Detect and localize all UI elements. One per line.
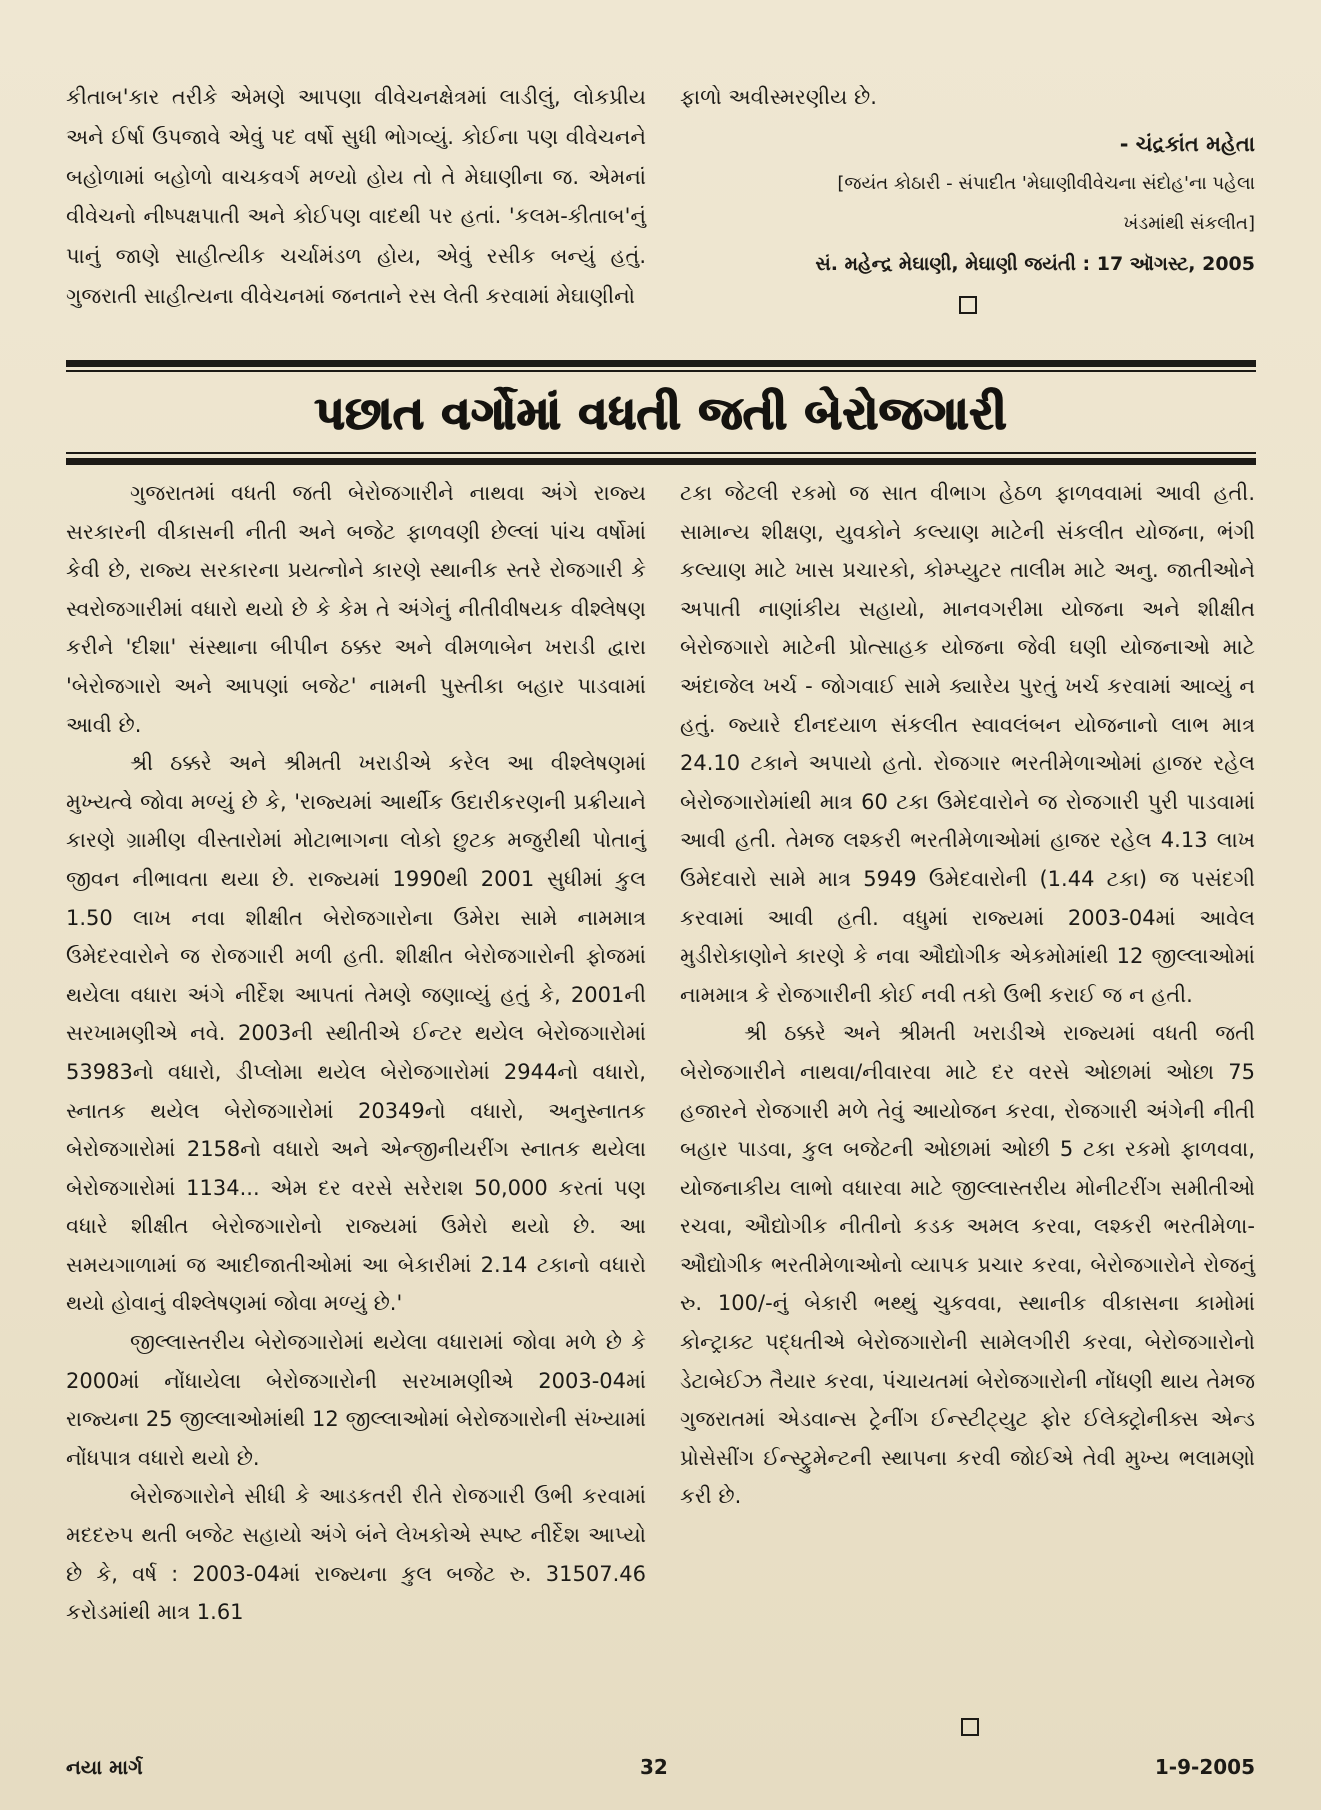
page-number: 32 (640, 1755, 668, 1779)
previous-article-right-column (680, 78, 1255, 314)
article-left-column (66, 474, 646, 1632)
editor-credit: સં. મહેન્દ્ર મેઘાણી, મેઘાણી જયંતી : 17 ઑગસ્ટ, 2005 (815, 252, 1255, 275)
article-paragraph: શ્રી ઠક્કરે અને શ્રીમતી ખરાડીએ રાજ્યમાં વધતી જતી બેરોજગારીને નાથવા/નીવારવા માટે દર વરસે ઓછામાં ઓછા 75 હજારને રોજગારી મળે તેવું આયોજન કરવા, રોજગારી અંગેની નીતી બહાર પાડવા, કુલ બજેટની ઓછામાં ઓછી 5 ટકા રકમો ફાળવવા, યોજનાકીય લાભો વધારવા માટે જીલ્લાસ્તરીય મોનીટરીંગ સમીતીઓ રચવા, ઔદ્યોગીક નીતીનો કડક અમલ કરવા, લશ્કરી ભરતીમેળા-ઔદ્યોગીક ભરતીમેળાઓનો વ્યાપક પ્રચાર કરવા, બેરોજગારોને રોજનું રુ. 100/-નું બેકારી ભથ્થું ચુકવવા, સ્થાનીક વીકાસના કામોમાં કોન્ટ્રાક્ટ પદ્ધતીએ બેરોજગારોની સામેલગીરી કરવા, બેરોજગારોનો ડેટાબેઈઝ તૈયાર કરવા, પંચાયતમાં બેરોજગારોની નોંધણી થાય તેમજ ગુજરાતમાં એડવાન્સ ટ્રેનીંગ ઈન્સ્ટીટ્યુટ ફોર ઈલેક્ટ્રોનીક્સ એન્ડ પ્રોસેસીંગ ઈન્સ્ટ્રુમેન્ટની સ્થાપના કરવી જોઈએ તેવી મુખ્ય ભલામણો કરી છે. (680, 1021, 1255, 1509)
article-right-column (680, 474, 1255, 1516)
author-credit: - ચંદ્રકાંત મહેતા (1119, 131, 1255, 156)
end-of-article-mark (961, 1718, 979, 1736)
previous-article-text: કીતાબ'કાર તરીકે એમણે આપણા વીવેચનક્ષેત્રમાં લાડીલું, લોકપ્રીય અને ઈર્ષા ઉપજાવે એવું પદ વર્ષો સુધી ભોગવ્યું. કોઈના પણ વીવેચનને બહોળામાં બહોળો વાચકવર્ગ મળ્યો હોય તો તે મેઘાણીના જ. એમનાં વીવેચનો નીષ્પક્ષપાતી અને કોઈપણ વાદથી પર હતાં. 'કલમ-કીતાબ'નું પાનું જાણે સાહીત્યીક ચર્ચામંડળ હોય, એવું રસીક બન્યું હતું. ગુજરાતી સાહીત્યના વીવેચનમાં જનતાને રસ લેતી કરવામાં મેઘાણીનો (66, 85, 646, 308)
source-citation: [જયંત કોઠારી - સંપાદીત 'મેઘાણીવીવેચના સંદોહ'ના પહેલા (837, 172, 1255, 194)
article-paragraph: શ્રી ઠક્કરે અને શ્રીમતી ખરાડીએ કરેલ આ વીશ્લેષણમાં મુખ્યત્વે જોવા મળ્યું છે કે, 'રાજ્યમાં આર્થીક ઉદારીકરણની પ્રક્રીયાને કારણે ગ્રામીણ વીસ્તારોમાં મોટાભાગના લોકો છુટક મજુરીથી પોતાનું જીવન નીભાવતા થયા છે. રાજ્યમાં 1990થી 2001 સુધીમાં કુલ 1.50 લાખ નવા શીક્ષીત બેરોજગારોના ઉમેરા સામે નામમાત્ર ઉમેદરવારોને જ રોજગારી મળી હતી. શીક્ષીત બેરોજગારોની ફોજમાં થયેલા વધારા અંગે નીર્દેશ આપતાં તેમણે જણાવ્યું હતું કે, 2001ની સરખામણીએ નવે. 2003ની સ્થીતીએ ઈન્ટર થયેલ બેરોજગારોમાં 53983નો વધારો, ડીપ્લોમા થયેલ બેરોજગારોમાં 2944નો વધારો, સ્નાતક થયેલ બેરોજગારોમાં 20349નો વધારો, અનુસ્નાતક બેરોજગારોમાં 2158નો વધારો અને એન્જીનીયરીંગ સ્નાતક થયેલા બેરોજગારોમાં 1134... એમ દર વરસે સરેરાશ 50,000 કરતાં પણ વધારે શીક્ષીત બેરોજગારોનો રાજ્યમાં ઉમેરો થયો છે. આ સમયગાળામાં જ આદીજાતીઓમાં આ બેકારીમાં 2.14 ટકાનો વધારો થયો હોવાનું વીશ્લેષણમાં જોવા મળ્યું છે.' (66, 751, 646, 1316)
previous-article-left-column (66, 78, 646, 317)
magazine-name: નયા માર્ગ (66, 1755, 143, 1779)
previous-article-ending: ફાળો અવીસ્મરણીય છે. (680, 85, 877, 109)
headline-rule-top (66, 360, 1256, 367)
headline-rule-bottom (66, 458, 1256, 465)
headline-rule-bottom-thin (66, 452, 1256, 454)
headline-rule-top-thin (66, 370, 1256, 372)
source-citation-continued: ખંડમાંથી સંકલીત] (1123, 212, 1255, 234)
article-paragraph: ગુજરાતમાં વધતી જતી બેરોજગારીને નાથવા અંગે રાજ્ય સરકારની વીકાસની નીતી અને બજેટ ફાળવણી છેલ્લાં પાંચ વર્ષોમાં કેવી છે, રાજ્ય સરકારના પ્રયત્નોને કારણે સ્થાનીક સ્તરે રોજગારી કે સ્વરોજગારીમાં વધારો થયો છે કે કેમ તે અંગેનું નીતીવીષયક વીશ્લેષણ કરીને 'દીશા' સંસ્થાના બીપીન ઠક્કર અને વીમળાબેન ખરાડી દ્વારા 'બેરોજગારો અને આપણાં બજેટ' નામની પુસ્તીકા બહાર પાડવામાં આવી છે. (66, 481, 646, 737)
issue-date: 1-9-2005 (1154, 1755, 1255, 1779)
article-paragraph: જીલ્લાસ્તરીય બેરોજગારોમાં થયેલા વધારામાં જોવા મળે છે કે 2000માં નોંધાયેલા બેરોજગારોની સરખામણીએ 2003-04માં રાજ્યના 25 જીલ્લાઓમાંથી 12 જીલ્લાઓમાં બેરોજગારોની સંખ્યામાં નોંધપાત્ર વધારો થયો છે. (66, 1330, 646, 1470)
article-paragraph: ટકા જેટલી રકમો જ સાત વીભાગ હેઠળ ફાળવવામાં આવી હતી. સામાન્ય શીક્ષણ, યુવકોને કલ્યાણ માટેની સંકલીત યોજના, ભંગી કલ્યાણ માટે ખાસ પ્રચારકો, કોમ્પ્યુટર તાલીમ માટે અનુ. જાતીઓને અપાતી નાણાંકીય સહાયો, માનવગરીમા યોજના અને શીક્ષીત બેરોજગારો માટેની પ્રોત્સાહક યોજના જેવી ઘણી યોજનાઓ માટે અંદાજેલ ખર્ચ - જોગવાઈ સામે ક્યારેય પુરતું ખર્ચ કરવામાં આવ્યું ન હતું. જ્યારે દીનદયાળ સંકલીત સ્વાવલંબન યોજનાનો લાભ માત્ર 24.10 ટકાને અપાયો હતો. રોજગાર ભરતીમેળાઓમાં હાજર રહેલ બેરોજગારોમાંથી માત્ર 60 ટકા ઉમેદવારોને જ રોજગારી પુરી પાડવામાં આવી હતી. તેમજ લશ્કરી ભરતીમેળાઓમાં હાજર રહેલ 4.13 લાખ ઉમેદવારો સામે માત્ર 5949 ઉમેદવારોની (1.44 ટકા) જ પસંદગી કરવામાં આવી હતી. વધુમાં રાજ્યમાં 2003-04માં આવેલ મુડીરોકાણોને કારણે કે નવા ઔદ્યોગીક એકમોમાંથી 12 જીલ્લાઓમાં નામમાત્ર કે રોજગારીની કોઈ નવી તકો ઉભી કરાઈ જ ન હતી. (680, 481, 1255, 1007)
end-of-article-mark (959, 296, 977, 314)
article-paragraph: બેરોજગારોને સીધી કે આડકતરી રીતે રોજગારી ઉભી કરવામાં મદદરુપ થતી બજેટ સહાયો અંગે બંને લેખકોએ સ્પષ્ટ નીર્દેશ આપ્યો છે કે, વર્ષ : 2003-04માં રાજ્યના કુલ બજેટ રુ. 31507.46 કરોડમાંથી માત્ર 1.61 (66, 1484, 646, 1625)
article-headline: પછાત વર્ગોમાં વધતી જતી બેરોજગારી (314, 386, 1008, 440)
